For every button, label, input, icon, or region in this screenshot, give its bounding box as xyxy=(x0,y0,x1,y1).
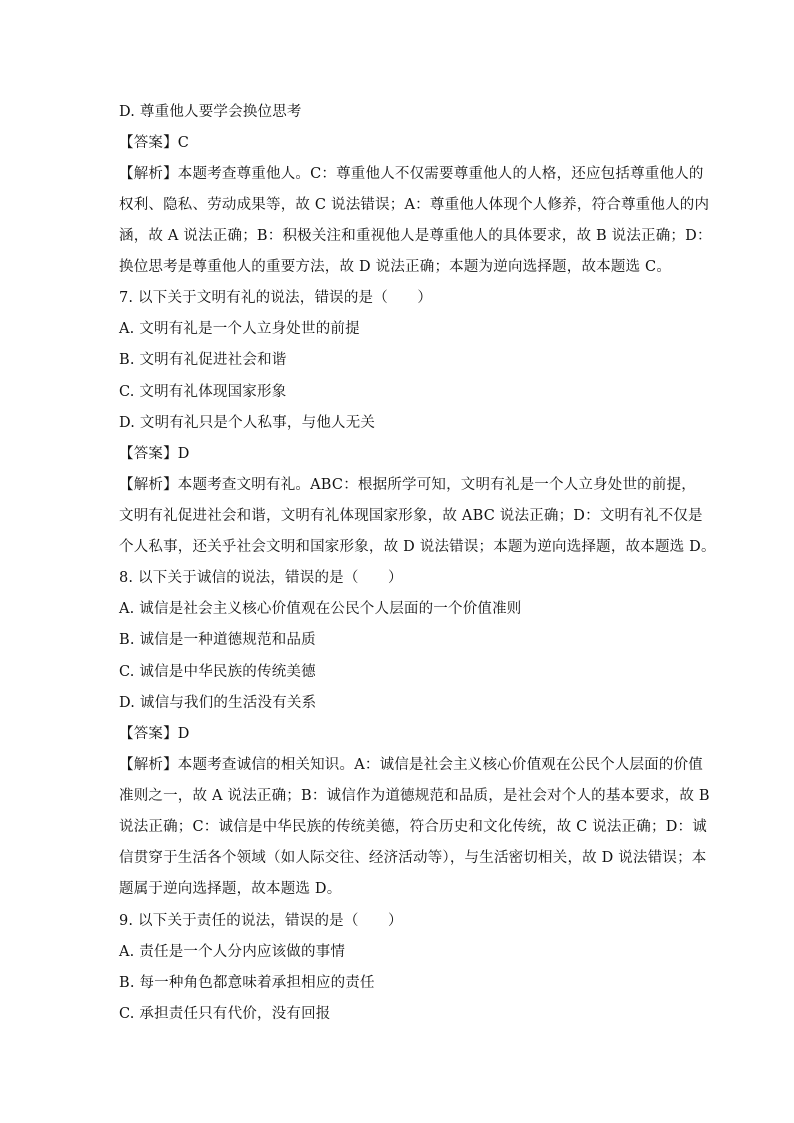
analysis-q8-line-5: 题属于逆向选择题，故本题选 D。 xyxy=(119,881,342,897)
analysis-q7-line-3: 个人私事，还关乎社会文明和国家形象，故 D 说法错误；本题为逆向选择题，故本题选 D。 xyxy=(119,539,716,555)
question-9: 9. 以下关于责任的说法，错误的是（ ） xyxy=(119,913,403,929)
analysis-q7-line-2: 文明有礼促进社会和谐，文明有礼体现国家形象，故 ABC 说法正确；D：文明有礼不仅是 xyxy=(119,508,703,524)
answer-q6: 【答案】C xyxy=(119,135,190,151)
analysis-q6-line-3: 涵，故 A 说法正确；B：积极关注和重视他人是尊重他人的具体要求，故 B 说法正确；D： xyxy=(119,228,712,244)
option-d-q7: D. 文明有礼只是个人私事，与他人无关 xyxy=(119,415,376,431)
option-c-q9: C. 承担责任只有代价，没有回报 xyxy=(119,1006,331,1022)
analysis-q8-line-3: 说法正确；C：诚信是中华民族的传统美德，符合历史和文化传统，故 C 说法正确；D：诚 xyxy=(119,819,707,835)
option-b-q9: B. 每一种角色都意味着承担相应的责任 xyxy=(119,975,375,991)
option-c-q7: C. 文明有礼体现国家形象 xyxy=(119,384,287,400)
option-b-q7: B. 文明有礼促进社会和谐 xyxy=(119,352,287,368)
option-c-q8: C. 诚信是中华民族的传统美德 xyxy=(119,664,316,680)
question-8: 8. 以下关于诚信的说法，错误的是（ ） xyxy=(119,570,403,586)
question-7: 7. 以下关于文明有礼的说法，错误的是（ ） xyxy=(119,290,433,306)
analysis-q6-line-4: 换位思考是尊重他人的重要方法，故 D 说法正确；本题为逆向选择题，故本题选 C。 xyxy=(119,259,672,275)
answer-q7: 【答案】D xyxy=(119,446,190,462)
answer-q8: 【答案】D xyxy=(119,726,190,742)
analysis-q6-line-2: 权利、隐私、劳动成果等，故 C 说法错误；A：尊重他人体现个人修养，符合尊重他人的内 xyxy=(119,197,710,213)
analysis-q6-line-1: 【解析】本题考查尊重他人。C：尊重他人不仅需要尊重他人的人格，还应包括尊重他人的 xyxy=(119,166,704,182)
option-a-q7: A. 文明有礼是一个人立身处世的前提 xyxy=(119,321,360,337)
option-d-q8: D. 诚信与我们的生活没有关系 xyxy=(119,695,317,711)
analysis-q8-line-2: 准则之一，故 A 说法正确；B：诚信作为道德规范和品质，是社会对个人的基本要求，故 B xyxy=(119,788,710,804)
analysis-q8-line-4: 信贯穿于生活各个领域（如人际交往、经济活动等），与生活密切相关，故 D 说法错误；本 xyxy=(119,850,707,866)
option-d-q6: D. 尊重他人要学会换位思考 xyxy=(119,104,302,120)
option-a-q8: A. 诚信是社会主义核心价值观在公民个人层面的一个价值准则 xyxy=(119,601,522,617)
analysis-q8-line-1: 【解析】本题考查诚信的相关知识。A：诚信是社会主义核心价值观在公民个人层面的价值 xyxy=(119,757,703,773)
option-a-q9: A. 责任是一个人分内应该做的事情 xyxy=(119,944,346,960)
option-b-q8: B. 诚信是一种道德规范和品质 xyxy=(119,632,316,648)
analysis-q7-line-1: 【解析】本题考查文明有礼。ABC：根据所学可知，文明有礼是一个人立身处世的前提， xyxy=(119,477,696,493)
